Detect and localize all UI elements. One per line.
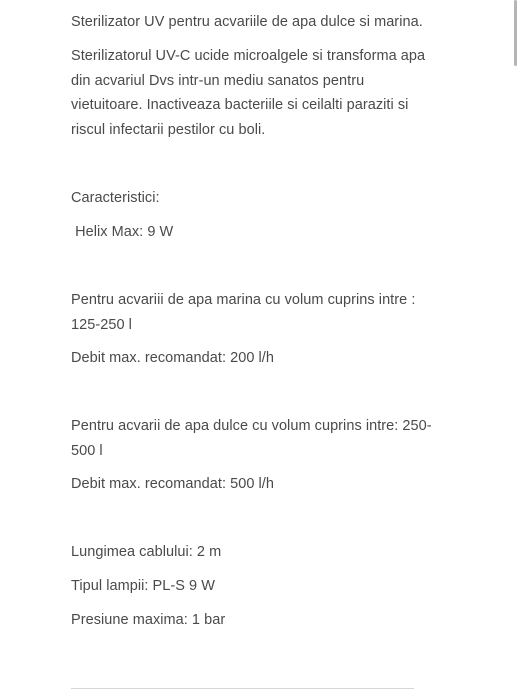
intro-line-4: riscul infectarii pestilor cu boli. bbox=[71, 121, 266, 138]
marine-volume-line-1: Pentru acvariii de apa marina cu volum cuprins intre : bbox=[71, 292, 416, 308]
marine-volume-line-2: 125-250 l bbox=[71, 316, 132, 333]
lamp-type: Tipul lampii: PL-S 9 W bbox=[71, 578, 215, 594]
intro-line-1: Sterilizatorul UV-C ucide microalgele si transforma apa bbox=[71, 48, 426, 64]
cable-length: Lungimea cablului: 2 m bbox=[71, 544, 222, 560]
intro-line-3: vietuitoare. Inactiveaza bacteriile si ceilalti paraziti si bbox=[71, 97, 409, 113]
fresh-volume-line-2: 500 l bbox=[71, 442, 103, 459]
max-pressure: Presiune maxima: 1 bar bbox=[71, 612, 226, 628]
fresh-flow: Debit max. recomandat: 500 l/h bbox=[71, 476, 274, 492]
section-divider bbox=[71, 688, 414, 689]
intro-line-2: din acvariul Dvs intr-un mediu sanatos pentru bbox=[71, 72, 365, 89]
marine-flow: Debit max. recomandat: 200 l/h bbox=[71, 350, 274, 366]
fresh-volume-line-1: Pentru acvarii de apa dulce cu volum cuprins intre: 250- bbox=[71, 418, 432, 434]
scrollbar-thumb[interactable] bbox=[514, 0, 517, 66]
features-heading: Caracteristici: bbox=[71, 190, 160, 206]
description-title-line: Sterilizator UV pentru acvariile de apa dulce si marina. bbox=[71, 14, 423, 30]
model-power: Helix Max: 9 W bbox=[71, 224, 174, 240]
